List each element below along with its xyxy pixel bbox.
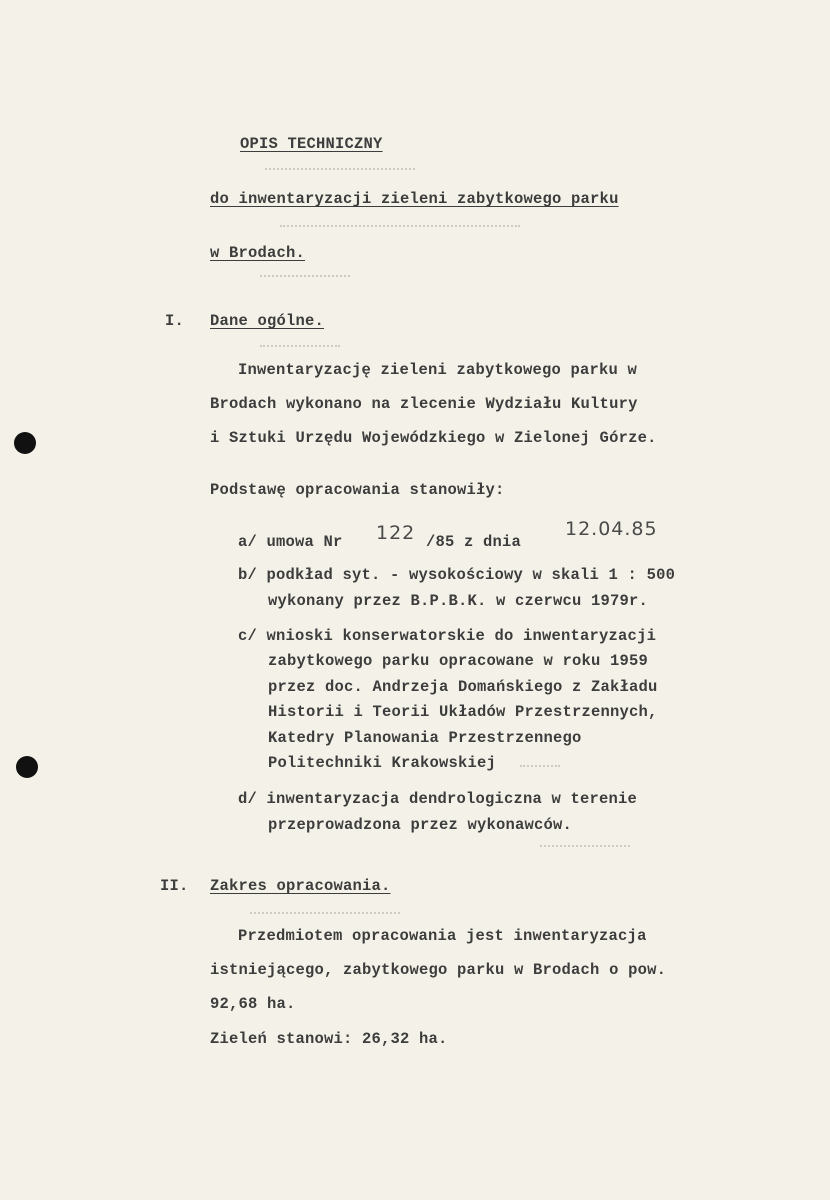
doc-location: w Brodach. — [210, 244, 306, 262]
item-d-line: d/ inwentaryzacja dendrologiczna w terenie — [238, 790, 638, 808]
section2-heading: Zakres opracowania. — [210, 877, 391, 895]
guide-dots — [540, 845, 630, 847]
guide-dots — [520, 765, 560, 767]
section2-para-line: Przedmiotem opracowania jest inwentaryzacja — [238, 927, 647, 945]
basis-line: Podstawę opracowania stanowiły: — [210, 481, 505, 499]
item-c-line: c/ wnioski konserwatorskie do inwentaryzacji — [238, 627, 657, 645]
green-area-line: Zieleń stanowi: 26,32 ha. — [210, 1030, 448, 1048]
doc-subtitle: do inwentaryzacji zieleni zabytkowego parku — [210, 190, 619, 208]
item-b-line: b/ podkład syt. - wysokościowy w skali 1 : 500 — [238, 566, 676, 584]
item-c-line: zabytkowego parku opracowane w roku 1959 — [268, 652, 649, 670]
section1-heading: Dane ogólne. — [210, 312, 325, 330]
section1-para-line: i Sztuki Urzędu Wojewódzkiego w Zielonej Górze. — [210, 429, 657, 447]
section1-para-line: Inwentaryzację zieleni zabytkowego parku w — [238, 361, 638, 379]
item-c-line: przez doc. Andrzeja Domańskiego z Zakładu — [268, 678, 658, 696]
item-a-handwritten-number: 122 — [376, 522, 416, 544]
guide-dots — [260, 345, 340, 347]
punch-hole-top — [14, 432, 36, 454]
section1-number: I. — [165, 312, 185, 330]
item-a-prefix: a/ umowa Nr — [238, 533, 343, 551]
doc-title: OPIS TECHNICZNY — [240, 135, 383, 153]
punch-hole-bottom — [16, 756, 38, 778]
guide-dots — [265, 168, 415, 170]
item-a-handwritten-date: 12.04.85 — [565, 518, 658, 540]
guide-dots — [250, 912, 400, 914]
item-c-line: Historii i Teorii Układów Przestrzennych, — [268, 703, 658, 721]
guide-dots — [260, 275, 350, 277]
item-d-line: przeprowadzona przez wykonawców. — [268, 816, 573, 834]
item-b-line: wykonany przez B.P.B.K. w czerwcu 1979r. — [268, 592, 649, 610]
item-c-line: Politechniki Krakowskiej — [268, 754, 497, 772]
section2-para-line: 92,68 ha. — [210, 995, 296, 1013]
section2-number: II. — [160, 877, 189, 895]
section1-para-line: Brodach wykonano na zlecenie Wydziału Kultury — [210, 395, 638, 413]
section2-para-line: istniejącego, zabytkowego parku w Brodach o pow. — [210, 961, 667, 979]
item-c-line: Katedry Planowania Przestrzennego — [268, 729, 582, 747]
guide-dots — [280, 225, 520, 227]
item-a-middle: /85 z dnia — [426, 533, 522, 551]
